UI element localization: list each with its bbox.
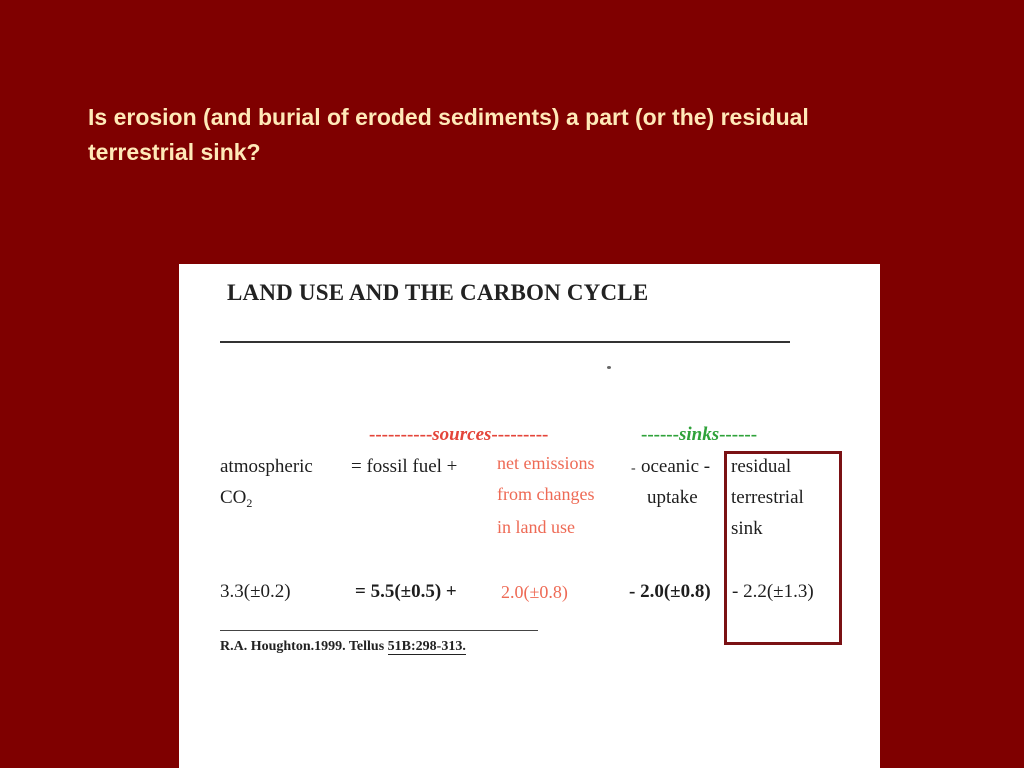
scanned-figure bbox=[179, 264, 880, 768]
scan-speck bbox=[607, 366, 611, 369]
sources-label: ----------sources--------- bbox=[369, 424, 549, 445]
residual-line3: sink bbox=[731, 518, 763, 539]
oceanic-minus: - bbox=[631, 461, 636, 476]
citation: R.A. Houghton.1999. Tellus 51B:298-313. bbox=[220, 639, 466, 654]
oceanic-term: oceanic - bbox=[641, 456, 711, 477]
heading-underline bbox=[220, 341, 790, 343]
residual-line1: residual bbox=[731, 456, 792, 477]
value-oceanic: - 2.0(±0.8) bbox=[629, 581, 711, 602]
net-emissions-line1: net emissions bbox=[497, 453, 595, 473]
value-residual: - 2.2(±1.3) bbox=[732, 581, 814, 602]
value-land-use: 2.0(±0.8) bbox=[501, 582, 568, 602]
value-atmospheric: 3.3(±0.2) bbox=[220, 581, 291, 602]
atmospheric-label: atmospheric bbox=[220, 456, 313, 477]
net-emissions-line2: from changes bbox=[497, 484, 595, 504]
uptake-label: uptake bbox=[647, 487, 698, 508]
net-emissions-line3: in land use bbox=[497, 517, 575, 537]
citation-rule bbox=[220, 630, 538, 631]
fossil-fuel-term: = fossil fuel + bbox=[351, 456, 458, 477]
value-fossil: = 5.5(±0.5) + bbox=[355, 581, 457, 602]
figure-heading: LAND USE AND THE CARBON CYCLE bbox=[227, 280, 649, 305]
residual-sink-highlight-box bbox=[724, 451, 842, 645]
co2-label: $CO_2$ bbox=[220, 487, 253, 510]
residual-line2: terrestrial bbox=[731, 487, 804, 508]
sinks-label: ------sinks------ bbox=[641, 424, 758, 445]
slide-title: Is erosion (and burial of eroded sediments) a part (or the) residual terrestrial sink? bbox=[88, 104, 809, 165]
